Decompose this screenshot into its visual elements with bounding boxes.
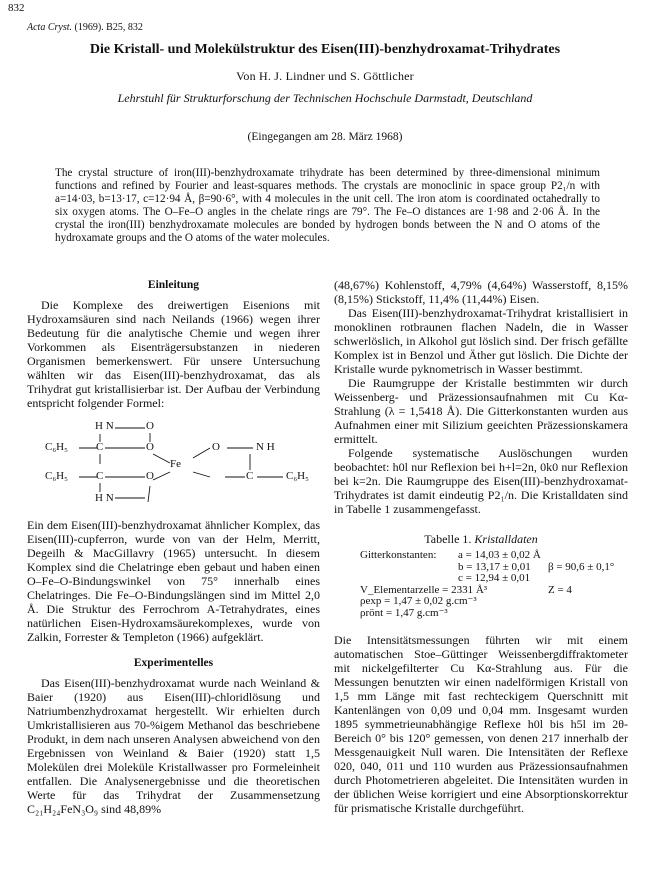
lattice-label: Gitterkonstanten: [360, 549, 437, 561]
table-row [360, 608, 630, 620]
table-row [360, 573, 630, 585]
formula-c6h5-left1: C₆H₅ [45, 441, 68, 453]
journal-volume: (1969). B25, 832 [72, 22, 143, 33]
cell-a: a = 14,03 ± 0,02 Å [458, 549, 541, 561]
formula-c6h5-left2: C₆H₅ [45, 470, 68, 482]
heading-einleitung: Einleitung [147, 279, 200, 291]
right-column-bottom [334, 633, 628, 815]
affiliation: Lehrstuhl für Strukturforschung der Technischen Hochschule Darmstadt, Deutschland [117, 91, 533, 105]
cell-b: b = 13,17 ± 0,01 [458, 560, 531, 573]
paragraph-crystals: Das Eisen(III)-benzhydroxamat-Trihydrat kristallisiert in monoklinen rotbraunen flachen Nadeln, die in Wasser schwerlöslich, in Alkohol gut löslich sind. Der frisch gefällte Komplex ist in Benzol und Äther gut löslich. Die Dichte der Kristalle wurde pyknometrisch in Wasser bestimmt. [334, 306, 628, 376]
table-caption-title: Kristalldaten [474, 532, 538, 546]
paragraph-cupferron: Ein dem Eisen(III)-benzhydroxamat ähnlicher Komplex, das Eisen(III)-cupferron, wurde von van der Helm, Merritt, Degeilh & MacGillavry (1965) untersucht. In diesem Komplex sind die Chelatringe eben gebaut und haben einen O–Fe–O-Bindungswinkel von 75° innerhalb eines Chelatringes. Die Fe–O-Bindungslängen sind im Mittel 2,0 Å. Die Struktur des Ferrochrom A-Tetrahydrates, eines natürlichen Eisen-Hydroxamsäurekomplexes, wurde von Zalkin, Forrester & Templeton (1966) aufgeklärt. [27, 518, 320, 644]
cell-z: Z = 4 [548, 583, 572, 596]
authors: Von H. J. Lindner und S. Göttlicher [236, 69, 414, 83]
table-row [360, 596, 630, 608]
cell-rho-ront: ρrönt = 1,47 g.cm⁻³ [360, 606, 448, 619]
paragraph-experimentelles: Das Eisen(III)-benzhydroxamat wurde nach Weinland & Baier (1920) aus Eisen(III)-chloridlösung und Natriumbenzhydroxamat hergestellt. Wir erhielten durch Umkristallisieren aus 70-%igem Methanol das beschriebene Produkt, in dem nach unseren Analysen abweichend von den Ergebnissen von Weinland & Baier (1920) statt 1,5 Molekülen drei Moleküle Kristallwasser pro Formeleinheit entfallen. Die Analysenergebnisse und die theoretischen Werte für das Trihydrat der Zusammensetzung C₂₁H₂₄FeN₃O₉ sind 48,89% [27, 676, 320, 816]
left-column-top [27, 278, 320, 410]
journal-citation [27, 22, 143, 33]
right-column-top [334, 278, 628, 516]
formula-c1: C [96, 441, 104, 453]
left-column-bottom [27, 518, 320, 816]
formula-o3: O [212, 441, 220, 453]
received-date: (Eingegangen am 28. März 1968) [247, 131, 403, 143]
table-caption-prefix: Tabelle 1. [424, 532, 472, 546]
paragraph-space-group: Die Raumgruppe der Kristalle bestimmten wir durch Weissenberg- und Präzessionsaufnahmen mit Cu Kα-Strahlung (λ = 1,5418 Å). Die Gitterkonstanten wurden aus Aufnahmen einer mit Silizium geeichten Präzessionskamera ermittelt. [334, 376, 628, 446]
cell-rho-exp: ρexp = 1,47 ± 0,02 g.cm⁻³ [360, 595, 477, 607]
formula-nh: N H [256, 441, 275, 453]
journal-name: Acta Cryst. [27, 22, 72, 33]
formula-c2: C [96, 470, 104, 482]
paragraph-einleitung: Die Komplexe des dreiwertigen Eisenions mit Hydroxamsäuren sind nach Neilands (1966) wegen ihrer Bedeutung für die analytische Chemie und wegen ihrer Vorkommen als Eisenträgersubstanzen in niederen Organismen bemerkenswert. Für unsere Untersuchung wählten wir das Eisen(III)-benzhydroxamat, das als Trihydrat gut kristallisierbar ist. Der Aufbau der Verbindung entspricht folgender Formel: [27, 298, 320, 410]
formula-c3: C [246, 470, 254, 482]
cell-c: c = 12,94 ± 0,01 [458, 572, 531, 584]
abstract: The crystal structure of iron(III)-benzhydroxamate trihydrate has been determined by three-dimensional minimum functions and refined by Fourier and least-squares methods. The crystals are monoclinic in space group P2₁/n with a=14·03, b=13·17, c=12·94 Å, β=90·6°, with 4 molecules in the unit cell. The iron atom is coordinated octahedrally to six oxygen atoms. The O–Fe–O angles in the chelate rings are 79°. The Fe–O distances are 1·98 and 2·06 Å. In the crystal the iron(III) benzhydroxamate molecules are bonded by hydrogen bonds between the N and O atoms of the hydroxamate groups and the O atoms of the water molecules. [55, 167, 600, 244]
table-row [360, 550, 630, 562]
formula-o4: O [146, 470, 154, 482]
formula-c6h5-right: C₆H₅ [286, 470, 309, 482]
paragraph-extinctions: Folgende systematische Auslöschungen wurden beobachtet: h0l nur Reflexion bei h+l=2n, 0k0 nur Reflexion bei k=2n. Die Raumgruppe des Eisen(III)-benzhydroxamat-Trihydrates ist damit eindeutig P2₁/n. Die Kristalldaten sind in Tabelle 1 zusammengefasst. [334, 446, 628, 516]
table-caption [334, 532, 628, 547]
formula-fe: Fe [170, 458, 181, 470]
formula-hn-bottom: H N [95, 492, 114, 504]
page-number: 832 [8, 2, 25, 14]
paragraph-intensities: Die Intensitätsmessungen führten wir mit einem automatischen Stoe–Güttinger Weissenbergdiffraktometer mit nickelgefilterter Cu Kα-Strahlung aus. Für die Messungen benutzten wir einen nadelförmigen Kristall von 1,5 mm Länge mit fast rechteckigem Querschnitt mit Kantenlängen von 0,09 und 0,04 mm. Insgesamt wurden 1895 symmetrieunabhängige Reflexe h0l bis h5l im 2θ-Bereich 0° bis 120° gemessen, von denen 217 innerhalb der Messgenauigkeit Null waren. Die Intensitäten der Reflexe 020, 040, 011 und 110 wurden aus Präzessionsaufnahmen durch Photometrieren abgeleitet. Die Intensitäten wurden in der üblichen Weise korrigiert und eine Absorptionskorrektur für prismatische Kristalle durchgeführt. [334, 633, 628, 815]
formula-o1: O [146, 420, 154, 432]
chemical-formula [45, 420, 315, 515]
heading-experimentelles: Experimentelles [133, 657, 214, 669]
cell-volume: V_Elementarzelle = 2331 Å³ [360, 583, 488, 596]
formula-o2: O [146, 441, 154, 453]
paragraph-analysis: (48,67%) Kohlenstoff, 4,79% (4,64%) Wasserstoff, 8,15% (8,15%) Stickstoff, 11,4% (11,44%) Eisen. [334, 278, 628, 306]
article-title: Die Kristall- und Molekülstruktur des Eisen(III)-benzhydroxamat-Trihydrates [89, 42, 561, 57]
crystal-data-table [360, 550, 630, 619]
formula-hn-top: H N [95, 420, 114, 432]
cell-beta: β = 90,6 ± 0,1° [548, 560, 615, 573]
